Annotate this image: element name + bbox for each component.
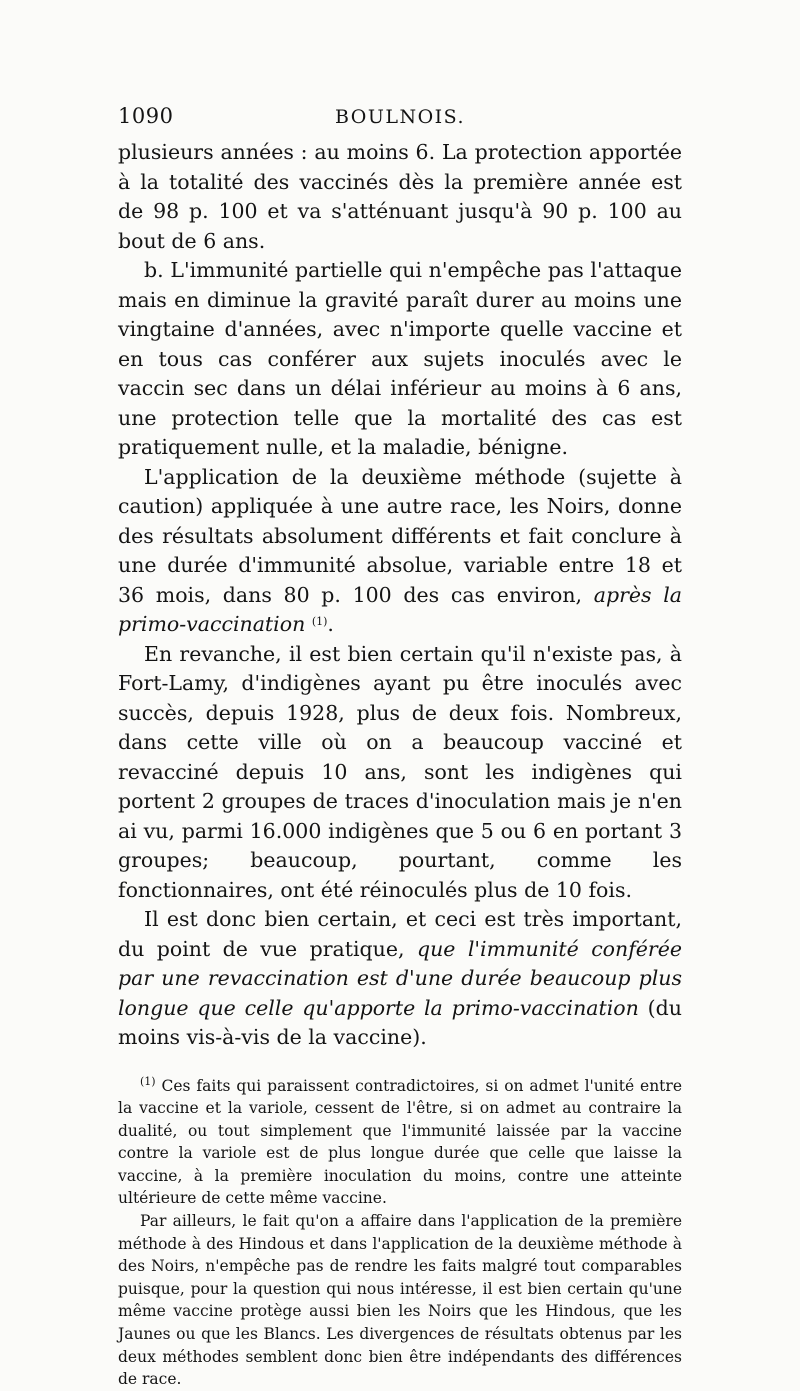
main-text <box>118 138 682 1053</box>
paragraph-3-italic: après la primo-vaccination <box>118 582 682 636</box>
paragraph-4: En revanche, il est bien certain qu'il n'existe pas, à Fort-Lamy, d'indigènes ayant pu être inoculés avec succès, depuis 1928, plus de deux fois. Nombreux, dans cette ville où on a beaucoup vacciné et revacciné depuis 10 ans, sont les indigènes qui portent 2 groupes de traces d'inoculation mais je n'en ai vu, parmi 16.000 indigènes que 5 ou 6 en portant 3 groupes; beaucoup, pourtant, comme les fonctionnaires, ont été réinoculés plus de 10 fois. <box>118 641 682 902</box>
footnotes <box>118 1075 682 1391</box>
paragraph-3-text: L'application de la deuxième méthode (sujette à caution) appliquée à une autre race, les Noirs, donne des résultats absolument différents et fait conclure à une durée d'immunité absolue, variable entre 18 et 36 mois, dans 80 p. 100 des cas environ, <box>118 464 682 607</box>
paragraph-3 <box>118 463 682 640</box>
running-head: BOULNOIS. <box>334 106 466 128</box>
paragraph-5-italic: que l'immunité conférée par une revaccination est d'une durée beaucoup plus longue que celle qu'apporte la primo-vaccination <box>118 936 683 1020</box>
paragraph-5 <box>118 905 682 1053</box>
paragraph-2: b. L'immunité partielle qui n'empêche pas l'attaque mais en diminue la gravité paraît durer au moins une vingtaine d'années, avec n'importe quelle vaccine et en tous cas conférer aux sujets inoculés avec le vaccin sec dans un délai inférieur au moins à 6 ans, une protection telle que la mortalité des cas est pratiquement nulle, et la maladie, bénigne. <box>118 258 682 459</box>
page-number: 1090 <box>118 104 174 128</box>
footnote-1-continued: Par ailleurs, le fait qu'on a affaire dans l'application de la première méthode à des Hindous et dans l'application de la deuxième méthode à des Noirs, n'empêche pas de rendre les faits malgré tout comparables puisque, pour la question qui nous intéresse, il est bien certain qu'une même vaccine protège aussi bien les Noirs que les Hindous, que les Jaunes ou que les Blancs. Les divergences de résultats obtenus par les deux méthodes semblent donc bien être indépendants des différences de race. <box>118 1212 682 1389</box>
footnote-1-text: Ces faits qui paraissent contradictoires, si on admet l'unité entre la vaccine et la variole, cessent de l'être, si on admet au contraire la dualité, ou tout simplement que l'immunité laissée par la vaccine contre la variole est de plus longue durée que celle que laisse la vaccine, à la première inoculation du moins, contre une atteinte ultérieure de cette même vaccine. <box>118 1076 682 1208</box>
page-header <box>118 104 682 128</box>
paragraph-3-end: . <box>327 612 334 636</box>
paragraph-5-end: (du moins vis-à-vis de la vaccine). <box>118 995 682 1049</box>
paragraph-1: plusieurs années : au moins 6. La protection apportée à la totalité des vaccinés dès la première année est de 98 p. 100 et va s'atténuant jusqu'à 90 p. 100 au bout de 6 ans. <box>118 140 682 253</box>
footnote-reference: (1) <box>311 615 328 628</box>
footnote-marker: (1) <box>140 1074 156 1088</box>
footnote-1 <box>118 1075 682 1211</box>
paragraph-5-text: Il est donc bien certain, et ceci est très important, du point de vue pratique, <box>118 907 682 961</box>
